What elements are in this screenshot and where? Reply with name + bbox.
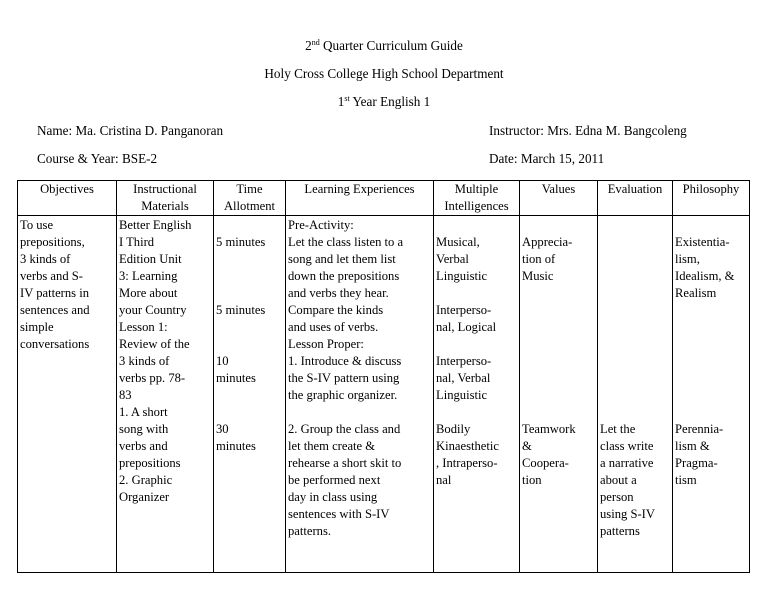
philosophy-line xyxy=(675,387,747,404)
header-values: Values xyxy=(520,181,598,216)
time-line: minutes xyxy=(216,439,256,453)
subject-ordinal: 1 xyxy=(337,94,345,109)
experiences-line: down the prepositions xyxy=(288,269,400,283)
time-line xyxy=(216,336,283,353)
title-text: Quarter Curriculum Guide xyxy=(319,38,463,53)
cell-materials xyxy=(117,216,214,573)
values-line: Teamwork xyxy=(522,422,576,436)
values-line: Apprecia- xyxy=(522,235,573,249)
values-line xyxy=(522,353,595,370)
values-line: tion of xyxy=(522,252,556,266)
philosophy-line xyxy=(675,353,747,370)
cell-time xyxy=(214,216,286,573)
experiences-line: and uses of verbs. xyxy=(288,320,379,334)
evaluation-line xyxy=(600,217,670,234)
evaluation-line xyxy=(600,285,670,302)
evaluation-line: using S-IV xyxy=(600,507,655,521)
header-line: Multiple xyxy=(454,182,499,196)
philosophy-line: Realism xyxy=(675,286,717,300)
time-line xyxy=(216,387,283,404)
experiences-line: and verbs they hear. xyxy=(288,286,389,300)
time-line xyxy=(216,268,283,285)
intelligences-line: nal xyxy=(436,473,452,487)
evaluation-line xyxy=(600,268,670,285)
intelligences-line: Musical, xyxy=(436,235,480,249)
header-line: Allotment xyxy=(223,199,276,213)
philosophy-line: Idealism, & xyxy=(675,269,735,283)
philosophy-line xyxy=(675,370,747,387)
subject-text: Year English 1 xyxy=(349,94,431,109)
objectives-line: To use xyxy=(20,218,54,232)
header-line: Intelligences xyxy=(444,199,509,213)
instructor-name: Instructor: Mrs. Edna M. Bangcoleng xyxy=(489,123,687,138)
evaluation-line: class write xyxy=(600,439,654,453)
evaluation-line xyxy=(600,404,670,421)
philosophy-line xyxy=(675,217,747,234)
evaluation-line: Let the xyxy=(600,422,636,436)
objectives-line: IV patterns in xyxy=(20,286,90,300)
experiences-line: rehearse a short skit to xyxy=(288,456,402,470)
philosophy-line xyxy=(675,336,747,353)
materials-line: Review of the xyxy=(119,337,190,351)
header-line: Instructional xyxy=(133,182,197,196)
experiences-line: be performed next xyxy=(288,473,381,487)
experiences-line: 2. Group the class and xyxy=(288,422,401,436)
header-intelligences xyxy=(434,181,520,216)
time-line xyxy=(216,404,283,421)
intelligences-line: Interperso- xyxy=(436,354,492,368)
time-line xyxy=(216,319,283,336)
objectives-line: prepositions, xyxy=(20,235,85,249)
intelligences-line: Linguistic xyxy=(436,269,488,283)
time-line xyxy=(216,217,283,234)
time-line: minutes xyxy=(216,371,256,385)
philosophy-line xyxy=(675,319,747,336)
values-line xyxy=(522,404,595,421)
evaluation-line xyxy=(600,319,670,336)
time-line: 10 xyxy=(216,354,229,368)
materials-line: 3 kinds of xyxy=(119,354,170,368)
materials-line: Lesson 1: xyxy=(119,320,168,334)
values-line: Coopera- xyxy=(522,456,569,470)
materials-line: prepositions xyxy=(119,456,181,470)
header-objectives: Objectives xyxy=(18,181,117,216)
values-line xyxy=(522,370,595,387)
header-experiences: Learning Experiences xyxy=(286,181,434,216)
philosophy-line: tism xyxy=(675,473,697,487)
evaluation-line: patterns xyxy=(600,524,640,538)
philosophy-line: Perennia- xyxy=(675,422,724,436)
philosophy-line: Pragma- xyxy=(675,456,718,470)
header-philosophy: Philosophy xyxy=(673,181,750,216)
experiences-line: the S-IV pattern using xyxy=(288,371,400,385)
title-ordinal: 2 xyxy=(305,38,312,53)
materials-line: 1. A short xyxy=(119,405,168,419)
experiences-line: Lesson Proper: xyxy=(288,337,364,351)
time-line: 5 minutes xyxy=(216,303,266,317)
intelligences-line: nal, Verbal xyxy=(436,371,491,385)
intelligences-line xyxy=(436,336,517,353)
materials-line: 3: Learning xyxy=(119,269,178,283)
cell-experiences xyxy=(286,216,434,573)
intelligences-line xyxy=(436,217,517,234)
materials-line: More about xyxy=(119,286,178,300)
experiences-line: let them create & xyxy=(288,439,376,453)
title-ordinal-suffix: nd xyxy=(311,38,320,47)
header-evaluation: Evaluation xyxy=(598,181,673,216)
header-materials xyxy=(117,181,214,216)
materials-line: song with xyxy=(119,422,169,436)
subject-ordinal-suffix: st xyxy=(344,94,350,103)
values-line xyxy=(522,387,595,404)
values-line xyxy=(522,217,595,234)
cell-values xyxy=(520,216,598,573)
values-line xyxy=(522,302,595,319)
materials-line: verbs and xyxy=(119,439,168,453)
time-line: 30 xyxy=(216,422,229,436)
intelligences-line xyxy=(436,285,517,302)
experiences-line: song and let them list xyxy=(288,252,396,266)
cell-intelligences xyxy=(434,216,520,573)
values-line xyxy=(522,336,595,353)
experiences-line: Compare the kinds xyxy=(288,303,384,317)
experiences-line: Let the class listen to a xyxy=(288,235,404,249)
objectives-line: sentences and xyxy=(20,303,90,317)
time-line xyxy=(216,285,283,302)
document-date: Date: March 15, 2011 xyxy=(489,151,605,166)
experiences-line: Pre-Activity: xyxy=(288,218,354,232)
evaluation-line xyxy=(600,353,670,370)
materials-line: 83 xyxy=(119,388,132,402)
intelligences-line: Verbal xyxy=(436,252,469,266)
objectives-line: conversations xyxy=(20,337,90,351)
experiences-line: patterns. xyxy=(288,524,332,538)
evaluation-line: about a xyxy=(600,473,637,487)
philosophy-line xyxy=(675,302,747,319)
materials-line: your Country xyxy=(119,303,187,317)
cell-philosophy xyxy=(673,216,750,573)
course-year: Course & Year: BSE-2 xyxy=(37,151,158,166)
experiences-line xyxy=(288,404,431,421)
values-line: tion xyxy=(522,473,542,487)
materials-line: verbs pp. 78- xyxy=(119,371,186,385)
experiences-line: 1. Introduce & discuss xyxy=(288,354,402,368)
objectives-line: simple xyxy=(20,320,54,334)
student-name: Name: Ma. Cristina D. Panganoran xyxy=(37,123,224,138)
curriculum-table xyxy=(17,180,750,573)
values-line xyxy=(522,285,595,302)
materials-line: Organizer xyxy=(119,490,170,504)
school-department: Holy Cross College High School Department xyxy=(264,66,504,81)
materials-line: I Third xyxy=(119,235,155,249)
philosophy-line: lism & xyxy=(675,439,710,453)
evaluation-line: person xyxy=(600,490,634,504)
materials-line: Better English xyxy=(119,218,192,232)
course-subject xyxy=(0,94,768,110)
cell-evaluation xyxy=(598,216,673,573)
intelligences-line: nal, Logical xyxy=(436,320,497,334)
values-line: & xyxy=(522,439,532,453)
objectives-line: verbs and S- xyxy=(20,269,83,283)
time-line xyxy=(216,251,283,268)
table-header-row xyxy=(18,181,750,216)
guide-title xyxy=(0,38,768,54)
objectives-line: 3 kinds of xyxy=(20,252,71,266)
intelligences-line: Interperso- xyxy=(436,303,492,317)
evaluation-line: a narrative xyxy=(600,456,654,470)
experiences-line: the graphic organizer. xyxy=(288,388,398,402)
evaluation-line xyxy=(600,336,670,353)
evaluation-line xyxy=(600,370,670,387)
intelligences-line: , Intraperso- xyxy=(436,456,498,470)
intelligences-line: Bodily xyxy=(436,422,471,436)
time-line: 5 minutes xyxy=(216,235,266,249)
cell-objectives xyxy=(18,216,117,573)
materials-line: 2. Graphic xyxy=(119,473,173,487)
philosophy-line: lism, xyxy=(675,252,700,266)
evaluation-line xyxy=(600,234,670,251)
header-line: Materials xyxy=(141,199,189,213)
table-row xyxy=(18,216,750,573)
evaluation-line xyxy=(600,387,670,404)
experiences-line: day in class using xyxy=(288,490,378,504)
intelligences-line xyxy=(436,404,517,421)
philosophy-line: Existentia- xyxy=(675,235,730,249)
materials-line: Edition Unit xyxy=(119,252,182,266)
philosophy-line xyxy=(675,404,747,421)
header-line: Time xyxy=(236,182,263,196)
evaluation-line xyxy=(600,251,670,268)
header-time xyxy=(214,181,286,216)
evaluation-line xyxy=(600,302,670,319)
values-line xyxy=(522,319,595,336)
values-line: Music xyxy=(522,269,554,283)
experiences-line: sentences with S-IV xyxy=(288,507,390,521)
intelligences-line: Kinaesthetic xyxy=(436,439,499,453)
intelligences-line: Linguistic xyxy=(436,388,488,402)
